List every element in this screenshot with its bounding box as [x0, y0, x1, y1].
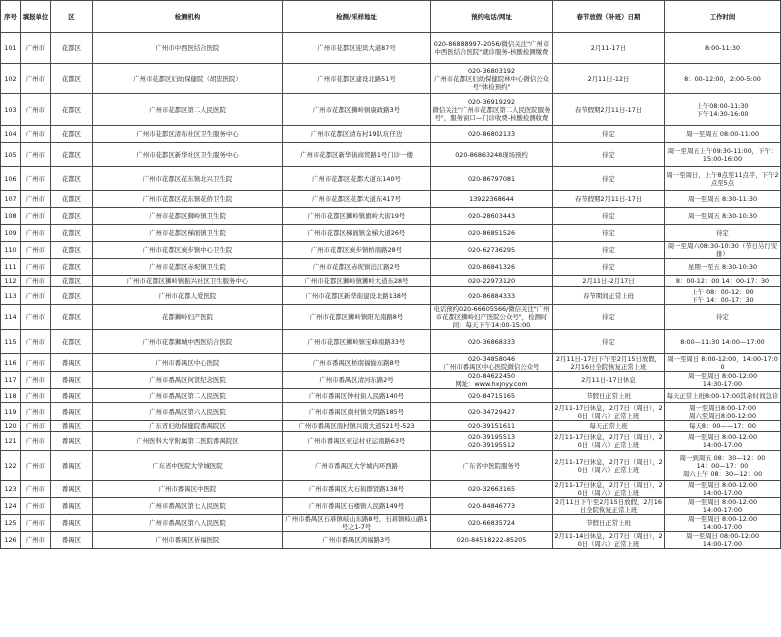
cell-org: 广州市番禺区第二人民医院	[93, 389, 283, 403]
cell-no: 105	[1, 143, 21, 167]
table-row	[1, 64, 781, 94]
cell-hours: 周一至周日8:00-17:00 周六至周日8:00-12:00	[665, 403, 781, 421]
cell-addr: 广州市花都区迎宾大道87号	[283, 33, 431, 64]
cell-addr: 广州市番禺区南村镇文明路185号	[283, 403, 431, 421]
cell-phone: 020-32663165	[431, 481, 553, 498]
cell-hours: 周一至周五 8:30-11:30	[665, 191, 781, 208]
cell-district: 番禺区	[51, 515, 93, 532]
cell-addr: 广州市花都区梯面镇金梯大道26号	[283, 225, 431, 242]
table-row	[1, 451, 781, 481]
cell-no: 125	[1, 515, 21, 532]
cell-district: 花都区	[51, 287, 93, 305]
cell-holiday: 2月11日-2月17日	[553, 276, 665, 287]
cell-holiday: 2月11日-17日下午至2月15日放假，2月16日全院恢复正常上班	[553, 354, 665, 372]
cell-hours: 8：00-12:00，2:00-5:00	[665, 64, 781, 94]
cell-addr: 广州市花都区花都大道东140号	[283, 167, 431, 191]
cell-district: 番禺区	[51, 403, 93, 421]
cell-org: 广州市番禺区中心医院	[93, 354, 283, 372]
cell-hours: 周一至周五上午09:30-11:00，下午：15:00-16:00	[665, 143, 781, 167]
cell-district: 番禺区	[51, 532, 93, 549]
cell-phone: 020-39195513 020-39195512	[431, 432, 553, 451]
cell-hours: 周一至周六08:30-10:30（节日另行安排）	[665, 242, 781, 259]
cell-hours: 8：00-12：00 14：00-17：30	[665, 276, 781, 287]
cell-unit: 广州市	[21, 94, 51, 126]
cell-no: 109	[1, 225, 21, 242]
cell-addr: 广州市番禺区大石街群贤路138号	[283, 481, 431, 498]
cell-org: 广州医科大学附属第二医院番禺院区	[93, 432, 283, 451]
cell-unit: 广州市	[21, 515, 51, 532]
cell-hours: 周一至周五 08:00-11:00	[665, 126, 781, 143]
table-row	[1, 403, 781, 421]
cell-org: 花都狮岭妇产医院	[93, 305, 283, 330]
cell-holiday: 2月11-17日休息，2月7日（周日），20日（周六）正常上班	[554, 433, 663, 449]
table-row	[1, 305, 781, 330]
cell-unit: 广州市	[21, 276, 51, 287]
cell-no: 122	[1, 451, 21, 481]
cell-district: 花都区	[51, 167, 93, 191]
table-row	[1, 259, 781, 276]
cell-holiday: 春节假期2月11日-17日	[553, 191, 665, 208]
table-row	[1, 167, 781, 191]
cell-holiday: 2月11日-12日	[553, 64, 665, 94]
cell-unit: 广州市	[21, 389, 51, 403]
cell-org: 广州市花都区狮岭镇卫生院	[93, 208, 283, 225]
cell-phone: 020-86851526	[431, 225, 553, 242]
cell-no: 113	[1, 287, 21, 305]
cell-no: 120	[1, 421, 21, 432]
cell-holiday: 2月11-17日休息，2月7日（周日），20日（周六）正常上班	[554, 481, 663, 497]
cell-phone: 020-84622450 网址：www.hxjnyy.com	[431, 372, 553, 389]
cell-addr: 广州市花都区狮岭镇旗岭大街19号	[283, 208, 431, 225]
cell-org: 广州市番禺区第八人民医院	[93, 515, 283, 532]
cell-hours: 周一至周日 8:00-12:00，14:00-17:00	[665, 354, 781, 372]
cell-no: 104	[1, 126, 21, 143]
cell-hours: 上午 08：00-12：00 下午 14：00-17：30	[665, 287, 781, 305]
cell-district: 花都区	[51, 143, 93, 167]
cell-hours: 每天正常上班8:00-17:00其余时间急诊	[665, 389, 781, 403]
cell-org: 广州市番禺区祈福医院	[93, 532, 283, 549]
cell-no: 118	[1, 389, 21, 403]
cell-addr: 广州市番禺区桥南福愉东路8号	[283, 354, 431, 372]
cell-phone: 020-84715165	[431, 389, 553, 403]
cell-org: 广州市花都区赤坭镇卫生院	[93, 259, 283, 276]
cell-no: 110	[1, 242, 21, 259]
cell-hours: 周一至周日 08:00-12:00 14:00-17:00	[665, 532, 781, 549]
header-unit: 填报单位	[21, 1, 51, 33]
cell-addr: 广州市番禺区石楼镇人民路149号	[283, 498, 431, 515]
cell-addr: 广州市番禺区亚运村亚运南路63号	[283, 432, 431, 451]
table-row	[1, 432, 781, 451]
cell-phone: 020-86797081	[431, 167, 553, 191]
cell-org: 广州市花都人爱医院	[93, 287, 283, 305]
cell-unit: 广州市	[21, 403, 51, 421]
cell-phone: 020-86802133	[431, 126, 553, 143]
cell-phone: 020-28603443	[431, 208, 553, 225]
cell-unit: 广州市	[21, 372, 51, 389]
cell-holiday: 待定	[553, 225, 665, 242]
cell-phone: 020-34858046 广州市番禺区中心医院微信公众号	[431, 354, 553, 372]
cell-unit: 广州市	[21, 33, 51, 64]
cell-no: 102	[1, 64, 21, 94]
cell-holiday: 2月11-17日	[553, 33, 665, 64]
cell-district: 番禺区	[51, 372, 93, 389]
cell-no: 117	[1, 372, 21, 389]
cell-district: 花都区	[51, 259, 93, 276]
cell-org: 广州市花都狮城中西医结合医院	[93, 330, 283, 354]
cell-org: 广州市番禺区第七人民医院	[93, 498, 283, 515]
table-row	[1, 532, 781, 549]
cell-phone: 020-36803192 广州市花都区妇幼保健院林中心微信公众号"体检预约"	[431, 64, 553, 94]
cell-district: 花都区	[51, 225, 93, 242]
cell-org: 广州市中西医结合医院	[93, 33, 283, 64]
cell-addr: 广州市番禺区钟村街人民路140号	[283, 389, 431, 403]
cell-no: 116	[1, 354, 21, 372]
cell-unit: 广州市	[21, 126, 51, 143]
cell-org: 广东省妇幼保健院番禺院区	[93, 421, 283, 432]
cell-holiday: 待定	[553, 330, 665, 354]
cell-unit: 广州市	[21, 354, 51, 372]
cell-hours: 周一至周日 8:00-12:00 14:00-17:00	[665, 432, 781, 451]
cell-holiday: 2月11-14日休息，2月7日（周日），20日（周六）正常上班	[554, 532, 663, 548]
cell-no: 121	[1, 432, 21, 451]
cell-unit: 广州市	[21, 191, 51, 208]
cell-district: 番禺区	[51, 451, 93, 481]
cell-hours: 星期一至五 8:30-10:30	[665, 259, 781, 276]
cell-unit: 广州市	[21, 305, 51, 330]
cell-org: 广州市花都区花东镇北兴卫生院	[93, 167, 283, 191]
cell-hours: 8:00-11:30	[665, 33, 781, 64]
cell-no: 112	[1, 276, 21, 287]
cell-phone: 020-84518222-85205	[431, 532, 553, 549]
table-row	[1, 330, 781, 354]
cell-org: 广州市花都区炭步镇中心卫生院	[93, 242, 283, 259]
cell-hours: 周一至周日 8:00-12:00 14:00-17:00	[665, 498, 781, 515]
cell-district: 花都区	[51, 64, 93, 94]
cell-holiday: 待定	[553, 126, 665, 143]
table-row	[1, 208, 781, 225]
table-row	[1, 498, 781, 515]
cell-org: 广东省中医院大学城医院	[93, 451, 283, 481]
table-row	[1, 33, 781, 64]
cell-no: 123	[1, 481, 21, 498]
cell-hours: 周一至周日 8:00-12:00 14:00-17:00	[665, 481, 781, 498]
table-row	[1, 276, 781, 287]
cell-phone: 电话预约020-66605566/微信关注"广州市花都区狮岭妇产医院公众号"，检测时间：每天下午14:00-15:00	[431, 305, 553, 330]
cell-org: 广州市花都区狮岭镇振兴社区卫生服务中心	[93, 276, 283, 287]
table-row	[1, 242, 781, 259]
cell-addr: 广州市花都区建设北路51号	[283, 64, 431, 94]
cell-org: 广州市番禺区第六人民医院	[93, 403, 283, 421]
cell-addr: 广州市番禺区石碁镇岐山东路8号，石碁镇岐山路1号之1-7号	[283, 515, 431, 532]
cell-district: 番禺区	[51, 498, 93, 515]
cell-phone: 广东省中医院服务号	[431, 451, 553, 481]
cell-district: 番禺区	[51, 481, 93, 498]
cell-district: 花都区	[51, 94, 93, 126]
cell-unit: 广州市	[21, 259, 51, 276]
cell-no: 101	[1, 33, 21, 64]
cell-district: 番禺区	[51, 389, 93, 403]
cell-district: 花都区	[51, 33, 93, 64]
table-row	[1, 421, 781, 432]
cell-holiday: 待定	[553, 167, 665, 191]
cell-unit: 广州市	[21, 225, 51, 242]
cell-no: 119	[1, 403, 21, 421]
cell-phone: 020-39151611	[431, 421, 553, 432]
cell-holiday: 待定	[553, 208, 665, 225]
cell-addr: 广州市花都区清布村19队坑仔边	[283, 126, 431, 143]
cell-district: 花都区	[51, 208, 93, 225]
cell-org: 广州市花都区花东镇花侨卫生院	[93, 191, 283, 208]
cell-district: 花都区	[51, 276, 93, 287]
cell-unit: 广州市	[21, 287, 51, 305]
cell-holiday: 待定	[553, 143, 665, 167]
cell-addr: 广州市花都区狮岭镇狮岭大道东28号	[283, 276, 431, 287]
header-address: 检测/采样地址	[283, 1, 431, 33]
cell-unit: 广州市	[21, 421, 51, 432]
cell-hours: 周一到周五 08：30—12：00 14：00—17：00 周六上午 08：30—12：00	[665, 451, 781, 481]
table-row	[1, 354, 781, 372]
table-row	[1, 389, 781, 403]
cell-phone: 020-34729427	[431, 403, 553, 421]
cell-phone: 020-66835724	[431, 515, 553, 532]
cell-phone: 13922368644	[431, 191, 553, 208]
header-no: 序号	[1, 1, 21, 33]
cell-hours: 周一至周日 8:00-12:00 14:30-17:00	[665, 372, 781, 389]
cell-holiday: 2月11日下午至2月15日放假，2月16日全院恢复正常上班	[553, 498, 665, 515]
cell-hours: 周一至周日 8:00-12:00 14:00-17:00	[665, 515, 781, 532]
cell-phone: 020-86884333	[431, 287, 553, 305]
table-row	[1, 287, 781, 305]
cell-addr: 广州市花都区新华街建设北路138号	[283, 287, 431, 305]
cell-no: 108	[1, 208, 21, 225]
cell-addr: 广州市花都区狮岭镇康政路3号	[283, 94, 431, 126]
cell-phone: 020-86841326	[431, 259, 553, 276]
cell-no: 106	[1, 167, 21, 191]
cell-no: 107	[1, 191, 21, 208]
cell-phone: 020-36868333	[431, 330, 553, 354]
cell-addr: 广州市番禺区大学城内环西路	[283, 451, 431, 481]
cell-org: 广州市番禺区何贤纪念医院	[93, 372, 283, 389]
cell-holiday: 节假日正常上班	[553, 389, 665, 403]
header-row	[1, 1, 781, 33]
cell-unit: 广州市	[21, 451, 51, 481]
table-row	[1, 515, 781, 532]
cell-holiday: 春节期间正常上班	[553, 287, 665, 305]
table-row	[1, 372, 781, 389]
cell-no: 115	[1, 330, 21, 354]
cell-district: 番禺区	[51, 421, 93, 432]
cell-holiday: 2月11日-17日休息	[553, 372, 665, 389]
cell-phone: 020-22973120	[431, 276, 553, 287]
cell-org: 广州市花都区妇幼保健院（胡忠医院）	[93, 64, 283, 94]
cell-hours: 周一至周日，上午8点至11点半，下午2点至5点	[665, 167, 781, 191]
cell-addr: 广州市花都区狮岭镇阳光南路8号	[283, 305, 431, 330]
table-row	[1, 225, 781, 242]
cell-unit: 广州市	[21, 330, 51, 354]
table-body	[1, 33, 781, 549]
cell-unit: 广州市	[21, 167, 51, 191]
cell-unit: 广州市	[21, 481, 51, 498]
header-phone: 预约电话/网址	[431, 1, 553, 33]
cell-holiday: 2月11-17日休息，2月7日（周日），20日（周六）正常上班	[554, 403, 663, 420]
table-row	[1, 126, 781, 143]
cell-no: 103	[1, 94, 21, 126]
cell-addr: 广州市花都区赤坭镇泊江路2号	[283, 259, 431, 276]
cell-holiday: 待定	[553, 305, 665, 330]
cell-district: 花都区	[51, 330, 93, 354]
table-row	[1, 143, 781, 167]
cell-unit: 广州市	[21, 432, 51, 451]
cell-holiday: 待定	[553, 242, 665, 259]
cell-unit: 广州市	[21, 498, 51, 515]
cell-addr: 广州市花都区花都大道东417号	[283, 191, 431, 208]
header-district: 区	[51, 1, 93, 33]
cell-phone: 020-62736295	[431, 242, 553, 259]
cell-district: 花都区	[51, 126, 93, 143]
cell-hours: 上午08:00-11:30 下午14:30-16:00	[665, 94, 781, 126]
header-hours: 工作时间	[665, 1, 781, 33]
cell-unit: 广州市	[21, 64, 51, 94]
cell-district: 花都区	[51, 242, 93, 259]
cell-phone: 020-36919292 微信关注"广州市花都区第二人民医院服务号"，服务窗口—门诊收费-核酸检测收费	[431, 94, 553, 126]
cell-org: 广州市花都区新华社区卫生服务中心	[93, 143, 283, 167]
cell-hours: 待定	[665, 225, 781, 242]
cell-phone: 020-84846773	[431, 498, 553, 515]
cell-district: 番禺区	[51, 354, 93, 372]
table-row	[1, 191, 781, 208]
cell-unit: 广州市	[21, 208, 51, 225]
cell-org: 广州市花都区第二人民医院	[93, 94, 283, 126]
cell-addr: 广州市番禺区清河东路2号	[283, 372, 431, 389]
cell-org: 广州市花都区清布社区卫生服务中心	[93, 126, 283, 143]
cell-addr: 广州市花都区狮岭镇宝峰南路33号	[283, 330, 431, 354]
cell-unit: 广州市	[21, 143, 51, 167]
cell-holiday: 待定	[553, 259, 665, 276]
cell-district: 花都区	[51, 305, 93, 330]
cell-hours: 周一至周五 8:30-10:30	[665, 208, 781, 225]
cell-org: 广州市花都区梯面镇卫生院	[93, 225, 283, 242]
table-row	[1, 94, 781, 126]
header-holiday: 春节放假（补班）日期	[553, 1, 665, 33]
cell-unit: 广州市	[21, 242, 51, 259]
cell-holiday: 每天正常上班	[553, 421, 665, 432]
header-org: 检测机构	[93, 1, 283, 33]
cell-district: 花都区	[51, 191, 93, 208]
cell-holiday: 节假日正常上班	[553, 515, 665, 532]
cell-no: 111	[1, 259, 21, 276]
cell-phone: 020-86863248现场预约	[431, 143, 553, 167]
cell-addr: 广州市花都区新华街商贸路1号门诊一楼	[283, 143, 431, 167]
cell-holiday: 春节假期2月11日-17日	[553, 94, 665, 126]
cell-no: 126	[1, 532, 21, 549]
cell-addr: 广州市番禺区鸿福路3号	[283, 532, 431, 549]
cell-holiday: 2月11-17日休息，2月7日（周日），20日（周六）正常上班	[553, 451, 665, 481]
cell-unit: 广州市	[21, 532, 51, 549]
cell-hours: 待定	[665, 305, 781, 330]
cell-phone: 020-86888997-2056/微信关注"广州市中西医结合医院"就诊服务-核酸检测缴费	[431, 33, 553, 64]
cell-addr: 广州市花都区炭步镇桥南路28号	[283, 242, 431, 259]
cell-addr: 广州市番禺区南村镇兴南大道521号-523	[283, 421, 431, 432]
cell-no: 124	[1, 498, 21, 515]
cell-no: 114	[1, 305, 21, 330]
cell-district: 番禺区	[51, 432, 93, 451]
cell-org: 广州市番禺区中医院	[93, 481, 283, 498]
table-row	[1, 481, 781, 498]
cell-hours: 每天8：00——17：00	[665, 421, 781, 432]
cell-hours: 8:00—11:30 14:00—17:00	[665, 330, 781, 354]
